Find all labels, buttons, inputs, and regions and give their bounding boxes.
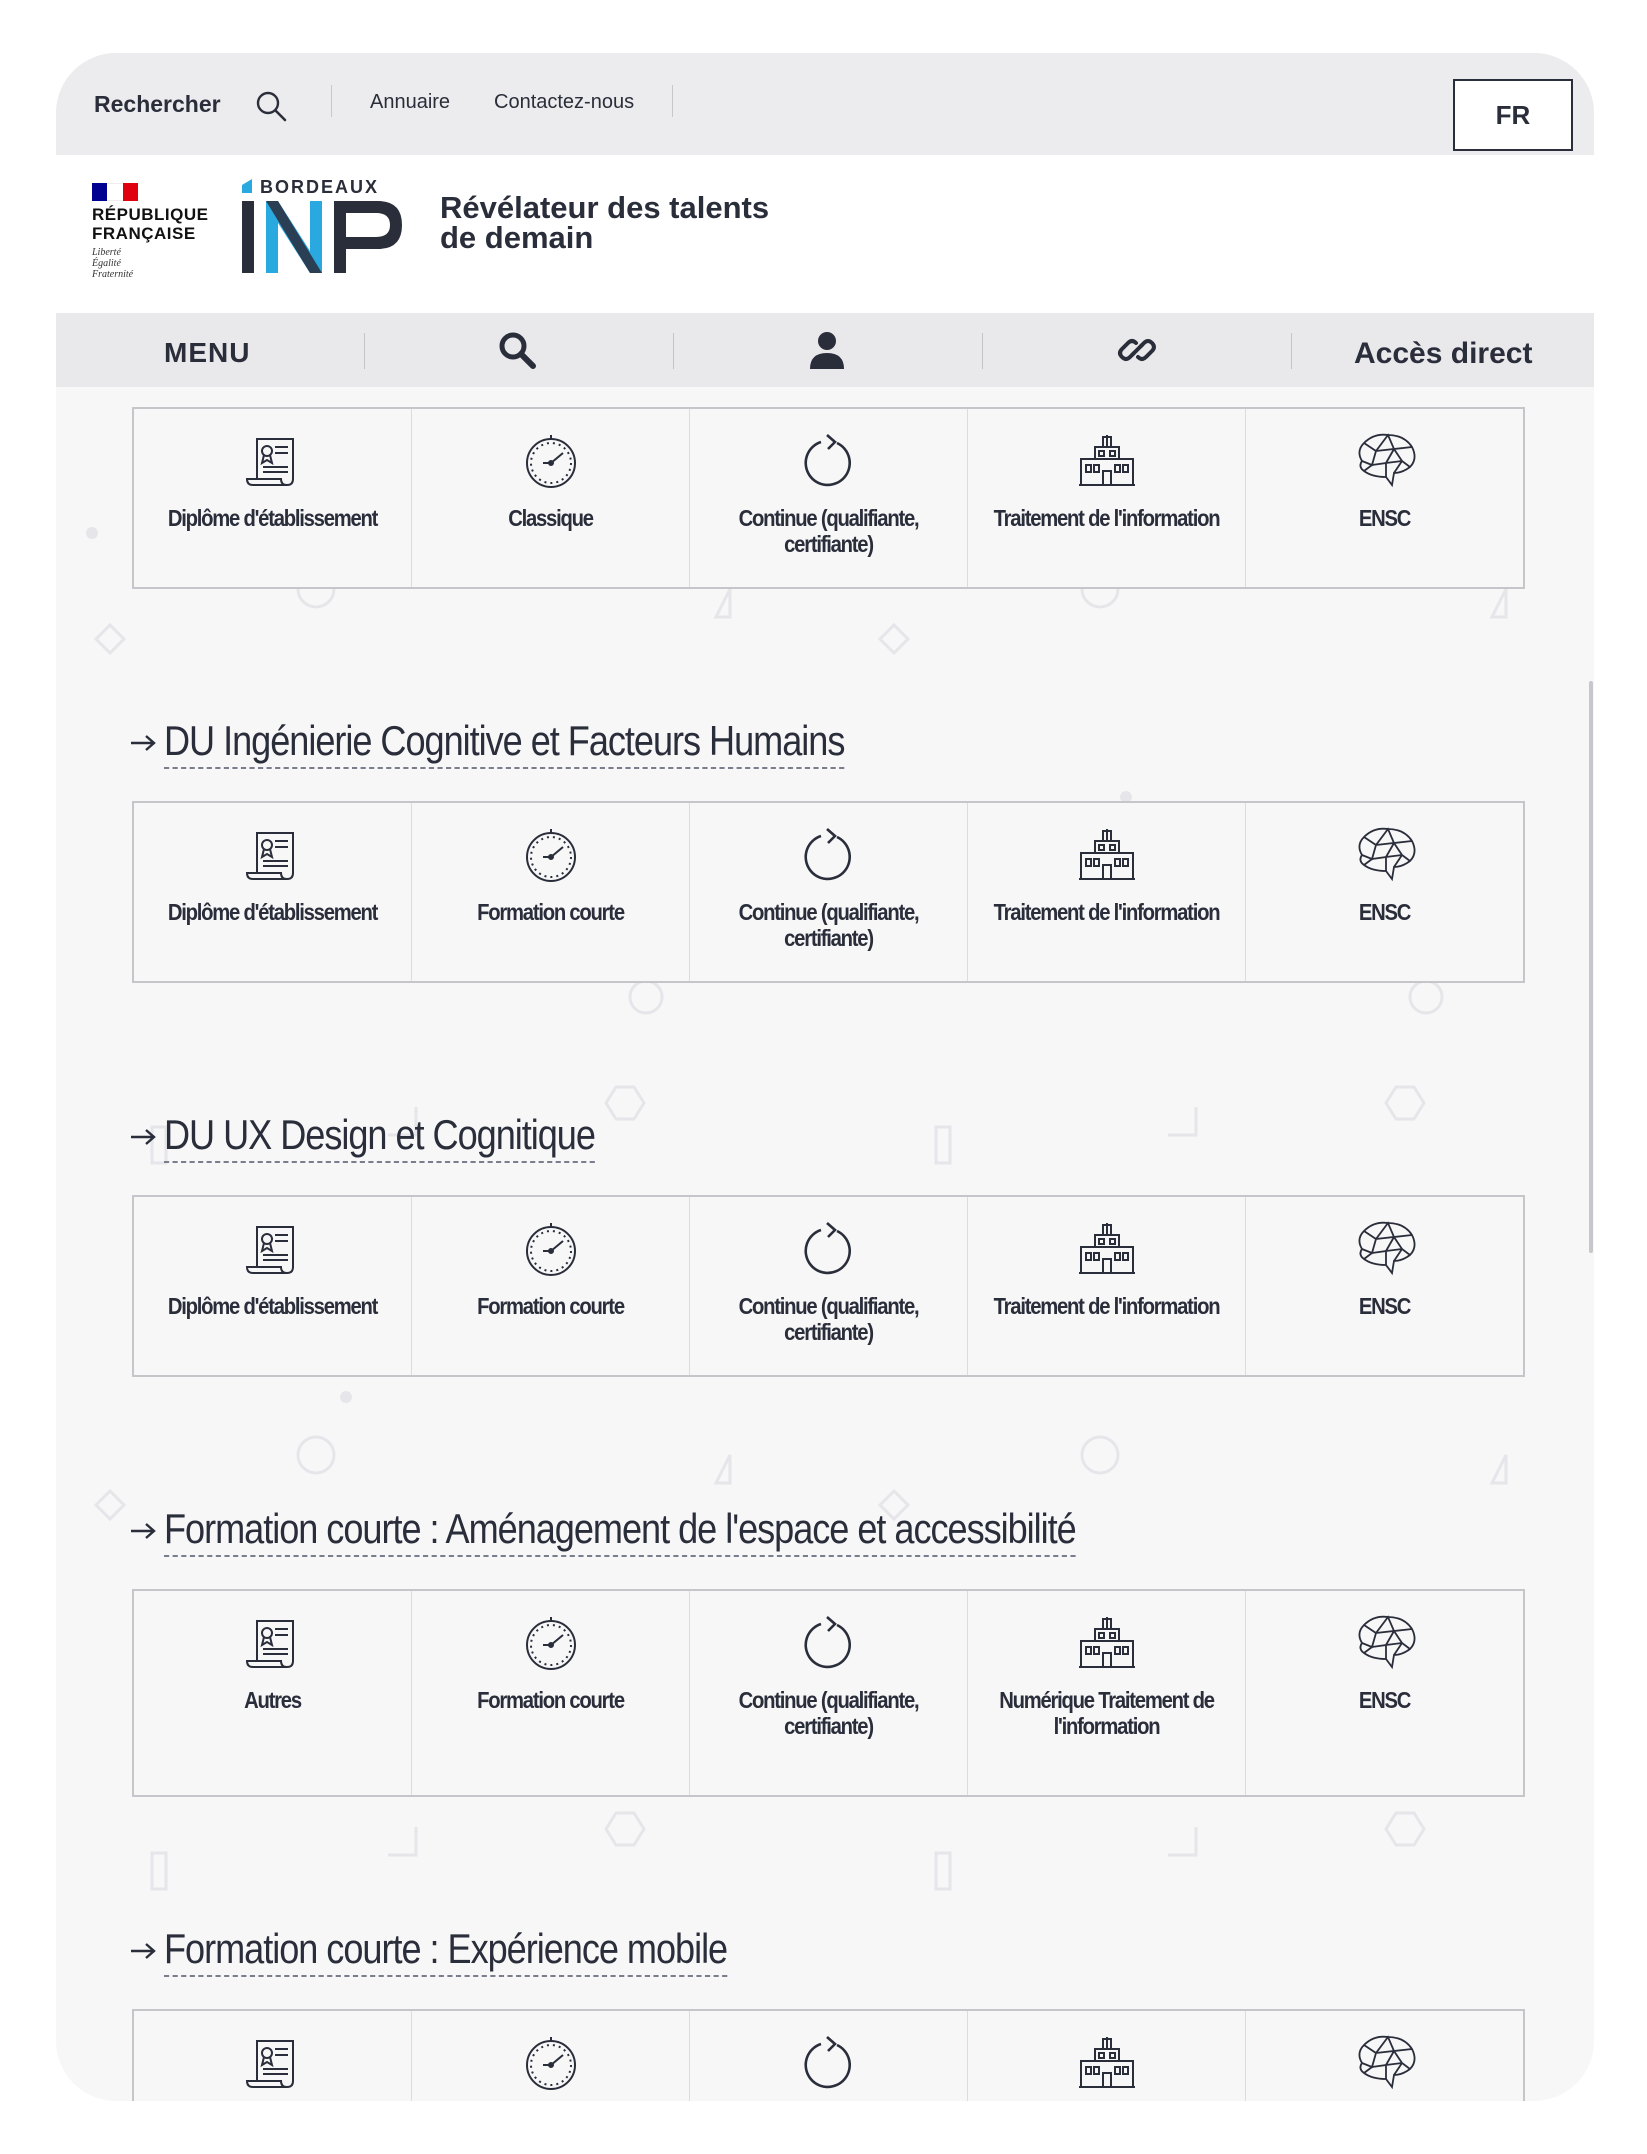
diploma-scroll-icon xyxy=(134,825,411,885)
program-card xyxy=(132,2009,1525,2101)
arrow-right-icon xyxy=(128,1125,158,1149)
diploma-scroll-icon xyxy=(134,2033,411,2093)
arrow-right-icon xyxy=(128,731,158,755)
refresh-cycle-icon xyxy=(690,825,967,885)
program-title[interactable] xyxy=(128,717,955,769)
marianne-flag-icon xyxy=(92,183,138,201)
building-icon xyxy=(968,825,1245,885)
program-attribute-cell xyxy=(968,803,1246,981)
program-attribute-label: Continue (qualifiante, certifiante) xyxy=(738,1687,919,1739)
stopwatch-icon xyxy=(412,1613,689,1673)
stopwatch-icon xyxy=(412,2033,689,2093)
program-title-text[interactable]: DU Ingénierie Cognitive et Facteurs Humains xyxy=(164,717,844,769)
search-link[interactable]: Rechercher xyxy=(94,91,221,117)
program-title-text[interactable]: Formation courte : Aménagement de l'espace et accessibilité xyxy=(164,1505,1076,1557)
program-attribute-label: Traitement de l'information xyxy=(993,1293,1220,1319)
search-icon[interactable] xyxy=(254,89,288,123)
language-button[interactable]: FR xyxy=(1453,79,1573,151)
rf-title-line2: FRANÇAISE xyxy=(92,224,196,243)
brain-network-icon xyxy=(1246,431,1523,491)
separator xyxy=(1291,333,1292,369)
brain-network-icon xyxy=(1246,1219,1523,1279)
brain-network-icon xyxy=(1246,1613,1523,1673)
tagline-line2: de demain xyxy=(440,220,594,255)
rf-motto xyxy=(92,247,208,280)
search-icon[interactable] xyxy=(496,329,538,371)
program-card xyxy=(132,1195,1525,1377)
program-attribute-cell xyxy=(1246,1197,1523,1375)
program-attribute-label: Continue (qualifiante, certifiante) xyxy=(738,505,919,557)
building-icon xyxy=(968,1613,1245,1673)
program-card xyxy=(132,801,1525,983)
program-card xyxy=(132,407,1525,589)
program-title-text[interactable]: Formation courte : Expérience mobile xyxy=(164,1925,727,1977)
program-attribute-cell xyxy=(690,409,968,587)
separator xyxy=(673,333,674,369)
arrow-right-icon xyxy=(128,1519,158,1543)
page-frame xyxy=(56,53,1594,2101)
refresh-cycle-icon xyxy=(690,1613,967,1673)
program-attribute-label: ENSC xyxy=(1358,1687,1411,1713)
program-title[interactable] xyxy=(128,1925,819,1977)
annuaire-link[interactable]: Annuaire xyxy=(370,91,451,113)
rf-motto-line: Égalité xyxy=(92,258,121,269)
program-attribute-cell xyxy=(412,803,690,981)
refresh-cycle-icon xyxy=(690,2033,967,2093)
site-tagline xyxy=(440,190,770,255)
program-attribute-label: Formation courte xyxy=(477,1293,624,1319)
republique-francaise-logo[interactable] xyxy=(92,183,208,280)
program-attribute-cell xyxy=(134,1197,412,1375)
program-attribute-cell xyxy=(968,1197,1246,1375)
site-header xyxy=(56,155,1594,313)
diploma-scroll-icon xyxy=(134,1219,411,1279)
program-attribute-cell xyxy=(412,1591,690,1795)
program-attribute-cell xyxy=(968,1591,1246,1795)
program-attribute-cell xyxy=(1246,2011,1523,2101)
program-attribute-label: Autres xyxy=(244,1687,301,1713)
rf-title-line1: RÉPUBLIQUE xyxy=(92,205,209,224)
tagline-line1: Révélateur des talents xyxy=(440,190,770,225)
program-attribute-cell xyxy=(134,1591,412,1795)
program-title[interactable] xyxy=(128,1111,665,1163)
program-attribute-label: Diplôme d'établissement xyxy=(167,1293,378,1319)
program-attribute-label: ENSC xyxy=(1358,899,1411,925)
building-icon xyxy=(968,1219,1245,1279)
program-attribute-label: ENSC xyxy=(1358,505,1411,531)
program-attribute-label: ENSC xyxy=(1358,1293,1411,1319)
program-attribute-cell xyxy=(690,1591,968,1795)
link-icon[interactable] xyxy=(1116,329,1158,371)
program-attribute-cell xyxy=(134,803,412,981)
stopwatch-icon xyxy=(412,825,689,885)
stopwatch-icon xyxy=(412,1219,689,1279)
diploma-scroll-icon xyxy=(134,431,411,491)
program-attribute-cell xyxy=(1246,1591,1523,1795)
main-nav xyxy=(56,313,1594,387)
program-attribute-cell xyxy=(968,409,1246,587)
utility-bar xyxy=(56,53,1594,155)
program-attribute-cell xyxy=(690,803,968,981)
menu-button[interactable]: MENU xyxy=(164,337,251,368)
program-title-text[interactable]: DU UX Design et Cognitique xyxy=(164,1111,595,1163)
user-icon[interactable] xyxy=(806,329,848,371)
bordeaux-inp-logo[interactable] xyxy=(238,177,418,281)
program-attribute-cell xyxy=(412,1197,690,1375)
program-attribute-cell xyxy=(690,1197,968,1375)
separator xyxy=(672,85,673,117)
logo-top-text: BORDEAUX xyxy=(260,177,380,197)
program-attribute-label: Diplôme d'établissement xyxy=(167,899,378,925)
acces-direct-button[interactable]: Accès direct xyxy=(1354,337,1533,370)
scrollbar-thumb[interactable] xyxy=(1589,681,1593,1253)
program-attribute-label: Continue (qualifiante, certifiante) xyxy=(738,1293,919,1345)
program-attribute-cell xyxy=(1246,803,1523,981)
program-attribute-cell xyxy=(1246,409,1523,587)
refresh-cycle-icon xyxy=(690,1219,967,1279)
separator xyxy=(331,85,332,117)
building-icon xyxy=(968,431,1245,491)
rf-motto-line: Fraternité xyxy=(92,269,134,280)
program-attribute-label: Formation courte xyxy=(477,899,624,925)
building-icon xyxy=(968,2033,1245,2093)
program-attribute-label: Traitement de l'information xyxy=(993,505,1220,531)
program-attribute-label: Continue (qualifiante, certifiante) xyxy=(738,899,919,951)
arrow-right-icon xyxy=(128,1939,158,1963)
rf-motto-line: Liberté xyxy=(92,247,121,258)
stopwatch-icon xyxy=(412,431,689,491)
contact-link[interactable]: Contactez-nous xyxy=(494,91,635,113)
program-title[interactable] xyxy=(128,1505,1224,1557)
program-attribute-label: Numérique Traitement de l'information xyxy=(999,1687,1214,1739)
program-card xyxy=(132,1589,1525,1797)
diploma-scroll-icon xyxy=(134,1613,411,1673)
program-attribute-cell xyxy=(968,2011,1246,2101)
brain-network-icon xyxy=(1246,2033,1523,2093)
program-attribute-label: Traitement de l'information xyxy=(993,899,1220,925)
separator xyxy=(982,333,983,369)
refresh-cycle-icon xyxy=(690,431,967,491)
program-attribute-cell xyxy=(134,409,412,587)
program-attribute-cell xyxy=(134,2011,412,2101)
program-attribute-label: Formation courte xyxy=(477,1687,624,1713)
program-attribute-label: Classique xyxy=(508,505,593,531)
program-attribute-cell xyxy=(412,409,690,587)
program-attribute-cell xyxy=(690,2011,968,2101)
program-attribute-label: Diplôme d'établissement xyxy=(167,505,378,531)
program-attribute-cell xyxy=(412,2011,690,2101)
brain-network-icon xyxy=(1246,825,1523,885)
separator xyxy=(364,333,365,369)
